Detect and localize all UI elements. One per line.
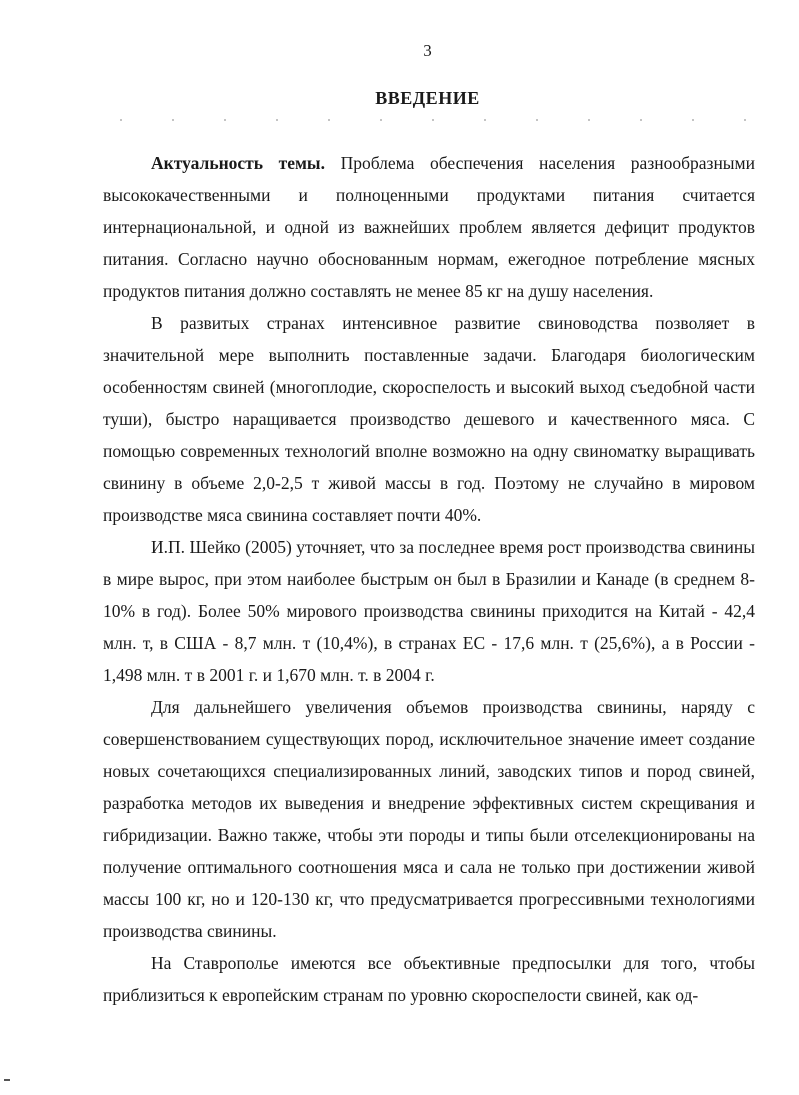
page-number: 3 <box>423 41 432 60</box>
paragraph-sheiko: И.П. Шейко (2005) уточняет, что за последнее время рост производства свинины в мире вырос, при этом наиболее быстрым он был в Бразилии и Канаде (в среднем 8-10% в год). Более 50% мирового производства свинины приходится на Китай - 42,4 млн. т, в США - 8,7 млн. т (10,4%), в странах ЕС - 17,6 млн. т (25,6%), а в России - 1,498 млн. т в 2001 г. и 1,670 млн. т. в 2004 г. <box>103 537 755 685</box>
section-heading: ВВЕДЕНИЕ <box>375 88 480 108</box>
body-text <box>103 147 755 1011</box>
paragraph-developed-countries: В развитых странах интенсивное развитие свиноводства позволяет в значительной мере выполнить поставленные задачи. Благодаря биологическим особенностям свиней (многоплодие, скороспелость и высокий выход съедобной части туши), быстро наращивается производство дешевого и качественного мяса. С помощью современных технологий вполне возможно на одну свиноматку выращивать свинину в объеме 2,0-2,5 т живой массы в год. Поэтому не случайно в мировом производстве мяса свинина составляет почти 40%. <box>103 313 755 525</box>
paragraph-stavropol: На Ставрополье имеются все объективные предпосылки для того, чтобы приблизиться к европейским странам по уровню скороспелости свиней, как од- <box>103 953 755 1005</box>
margin-mark <box>4 1079 10 1081</box>
paragraph-lead: Актуальность темы. <box>151 153 325 173</box>
paragraph-breeds: Для дальнейшего увеличения объемов производства свинины, наряду с совершенствованием существующих пород, исключительное значение имеет создание новых сочетающихся специализированных линий, заводских типов и пород свиней, разработка методов их выведения и внедрение эффективных систем скрещивания и гибридизации. Важно также, чтобы эти породы и типы были отселекционированы на получение оптимального соотношения мяса и сала не только при достижении живой массы 100 кг, но и 120-130 кг, что предусматривается прогрессивными технологиями производства свинины. <box>103 697 755 941</box>
paragraph-text: Проблема обеспечения населения разнообразными высококачественными и полноценными продуктами питания считается интернациональной, и одной из важнейших проблем является дефицит продуктов питания. Согласно научно обоснованным нормам, ежегодное потребление мясных продуктов питания должно составлять не менее 85 кг на душу населения. <box>103 153 756 301</box>
scan-artifact-line <box>95 118 795 122</box>
paragraph-relevance <box>103 147 755 307</box>
